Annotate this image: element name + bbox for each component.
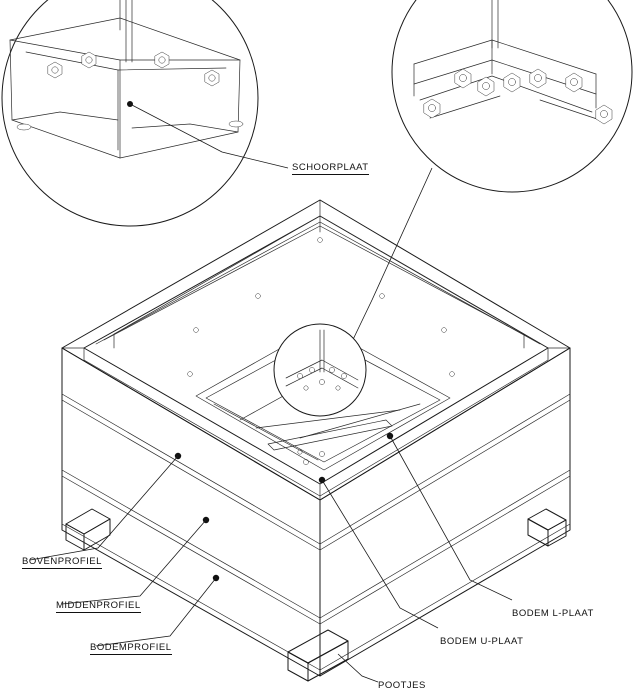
detail-callout-top-right: [348, 0, 632, 350]
label-pootjes: POOTJES: [378, 680, 426, 691]
detail-callout-top-left: [2, 0, 288, 226]
label-bovenprofiel: BOVENPROFIEL: [22, 556, 102, 567]
label-bodem-u-plaat: BODEM U-PLAAT: [440, 636, 524, 647]
label-middenprofiel: MIDDENPROFIEL: [56, 600, 141, 611]
label-bodemprofiel: BODEMPROFIEL: [90, 642, 172, 653]
label-schoorplaat: SCHOORPLAAT: [292, 162, 369, 173]
label-bodem-l-plaat: BODEM L-PLAAT: [512, 608, 594, 619]
centre-detail-circle: [274, 324, 366, 416]
